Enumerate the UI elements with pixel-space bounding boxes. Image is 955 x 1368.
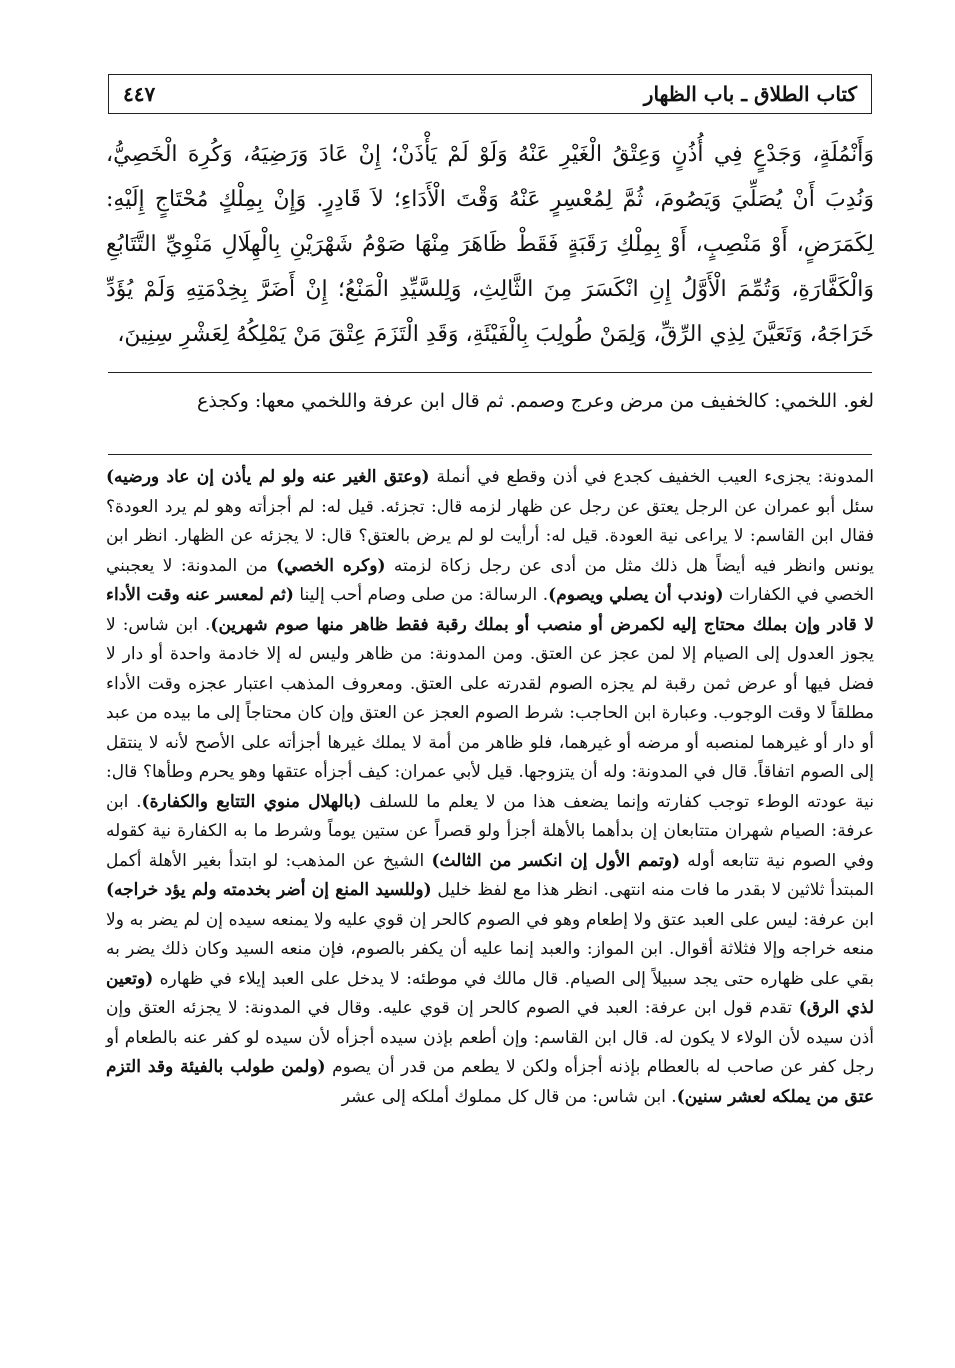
commentary-text: المدونة: يجزىء العيب الخفيف كجدع في أذن وقطع في أنملة xyxy=(429,467,874,487)
quoted-matn: (وعتق الغير عنه ولو لم يأذن إن عاد ورضيه) xyxy=(106,467,430,487)
commentary-text: ابن عرفة: ليس على العبد عتق ولا إطعام وهو في الصوم كالحر إن قوي عليه ولا يمنعه سيده إن لم يضر به ولا منعه خراجه وإلا فثلاثة أقوال. ابن المواز: والعبد إنما عليه أن يكفر بالصوم، فإن منعه السيد وكان ذلك يضر به بقي على ظهاره حتى يجد سبيلاً إلى الصيام. قال مالك في موطئه: لا يدخل على العبد إيلاء في ظهاره xyxy=(106,909,874,989)
quoted-matn: (بالهلال منوي التتابع والكفارة) xyxy=(141,791,362,812)
divider xyxy=(108,372,872,373)
chapter-title: كتاب الطلاق ـ باب الظهار xyxy=(643,82,857,106)
main-text xyxy=(106,132,874,357)
page-number: ٤٤٧ xyxy=(123,82,156,106)
page-header xyxy=(108,74,872,114)
quoted-matn: (وتعين لذي الرق) xyxy=(106,968,875,1018)
quoted-matn: (ثم لمعسر عنه وقت الأداء لا قادر وإن بملك محتاج إليه لكمرض أو منصب أو بملك رقبة فقط ظاهر منها صوم شهرين) xyxy=(106,585,875,635)
quoted-matn: (وتمم الأول إن انكسر من الثالث) xyxy=(431,850,681,871)
commentary-text: . ابن شاس: لا يجوز العدول إلى الصيام إلا لمن عجز عن العتق. ومن المدونة: من ظاهر وليس له إلا خادمة واحدة أو دار لا فضل فيها أو عرض ثمن رقبة لم يجزه الصوم لقدرته على العتق. ومعروف المذهب اعتبار عجزه وقت الأداء مطلقاً لا وقت الوجوب. وعبارة ابن الحاجب: شرط الصوم العجز عن العتق وإن كان محتاجاً إلى ما بيده من عبد أو دار أو غيرهما لمنصبه أو مرضه أو غيرهما، فلو ظاهر من أمة لا يملك غيرها أجزأته على الأصح لأنه لا ينتقل إلى الصوم اتفاقاً. قال في المدونة: وله أن يتزوجها. قيل لأبي عمران: كيف أجزأه عتقها وهو يحرم وطأها؟ قال: نية عودته الوطء توجب كفارته وإنما يضعف هذا من لا يعلم ما للسلف xyxy=(106,614,874,812)
commentary-text: سئل أبو عمران عن الرجل يعتق عن رجل عن ظهار لزمه قال: تجزئه. قيل له: لم أجزأته وهو لم يرد العودة؟ فقال ابن القاسم: لا يراعى نية العودة. قيل له: أرأيت لو لم يرض بالعتق؟ قال: لا يجزئه عن الظهار. انظر ابن يونس وانظر فيه أيضاً هل ذلك مثل من أدى عن رجل زكاة لزمته xyxy=(106,496,874,576)
commentary-text: . ابن شاس: من قال كل مملوك أملكه إلى عشر xyxy=(341,1086,677,1107)
quoted-matn: (وللسيد المنع إن أضر بخدمته ولم يؤد خراجه) xyxy=(106,880,432,900)
divider xyxy=(108,454,872,455)
commentary-text: . الرسالة: من صلى وصام أحب إلينا xyxy=(293,585,549,605)
commentary-text: . ابن عرفة: الصيام شهران متتابعان إن بدأهما بالأهلة أجزأ ولو قصراً عن ستين يوماً وشرط ما به الكفارة نية كقوله وفي الصوم نية تتابعه أوله xyxy=(106,791,874,871)
quoted-matn: (وندب أن يصلي ويصوم) xyxy=(548,585,724,605)
commentary-text: من المدونة: لا يعجبني الخصي في الكفارات xyxy=(106,555,874,605)
footnote-text: لغو. اللخمي: كالخفيف من مرض وعرج وصمم. ثم قال ابن عرفة واللخمي معها: وكجذع xyxy=(196,390,874,412)
commentary xyxy=(106,463,874,1112)
footnote xyxy=(106,384,874,418)
quoted-matn: (وكره الخصي) xyxy=(276,555,386,576)
quoted-matn: (ولمن طولب بالفيئة وقد التزم عتق من يملكه لعشر سنين) xyxy=(106,1057,874,1107)
commentary-text: الشيخ عن المذهب: لو ابتدأ بغير الأهلة أكمل المبتدأ ثلاثين لا بقدر ما فات منه انتهى. انظر هذا مع لفظ خليل xyxy=(106,850,874,900)
commentary-paragraph xyxy=(106,463,874,1112)
main-text-paragraph: وَأَنْمُلَةٍ، وَجَدْعٍ فِي أُذُنٍ وَعِتْقُ الْغَيْرِ عَنْهُ وَلَوْ لَمْ يَأْذَنْ؛ إِنْ عَادَ وَرَضِيَهُ، وَكُرِهَ الْخَصِيُّ، وَنُدِبَ أَنْ يُصَلِّيَ وَيَصُومَ، ثُمَّ لِمُعْسِرٍ عَنْهُ وَقْتَ الْأَدَاءِ؛ لاَ قَادِرٍ. وَإِنْ بِمِلْكٍ مُحْتَاجٍ إِلَيْهِ: لِكَمَرَضٍ، أَوْ مَنْصِبٍ، أَوْ بِمِلْكِ رَقَبَةٍ فَقَطْ ظَاهَرَ مِنْهَا صَوْمُ شَهْرَيْنِ بِالْهِلَالِ مَنْوِيِّ التَّتَابُعِ وَالْكَفَّارَةِ، وَتُمِّمَ الْأَوَّلُ إِنِ انْكَسَرَ مِنَ الثَّالِثِ، وَلِلسَّيِّدِ الْمَنْعُ؛ إِنْ أَضَرَّ بِخِدْمَتِهِ وَلَمْ يُؤَدِّ خَرَاجَهُ، وَتَعَيَّنَ لِذِي الرِّقِّ، وَلِمَنْ طُولِبَ بِالْفَيْئَةِ، وَقَدِ الْتَزَمَ عِتْقَ مَنْ يَمْلِكُهُ لِعَشْرِ سِنِينَ، xyxy=(106,142,874,347)
commentary-text: تقدم قول ابن عرفة: العبد في الصوم كالحر إن قوي عليه. وقال في المدونة: لا يجزئه العتق وإن أذن سيده لأن الولاء لا يكون له. قال ابن القاسم: وإن أطعم بإذن سيده أجزأه لأن سيده لو كفر عنه بالطعام أو رجل كفر عن صاحب له بالعطام بإذنه أجزأه ولكن لا يطعم من قدر أن يصوم xyxy=(106,998,874,1077)
